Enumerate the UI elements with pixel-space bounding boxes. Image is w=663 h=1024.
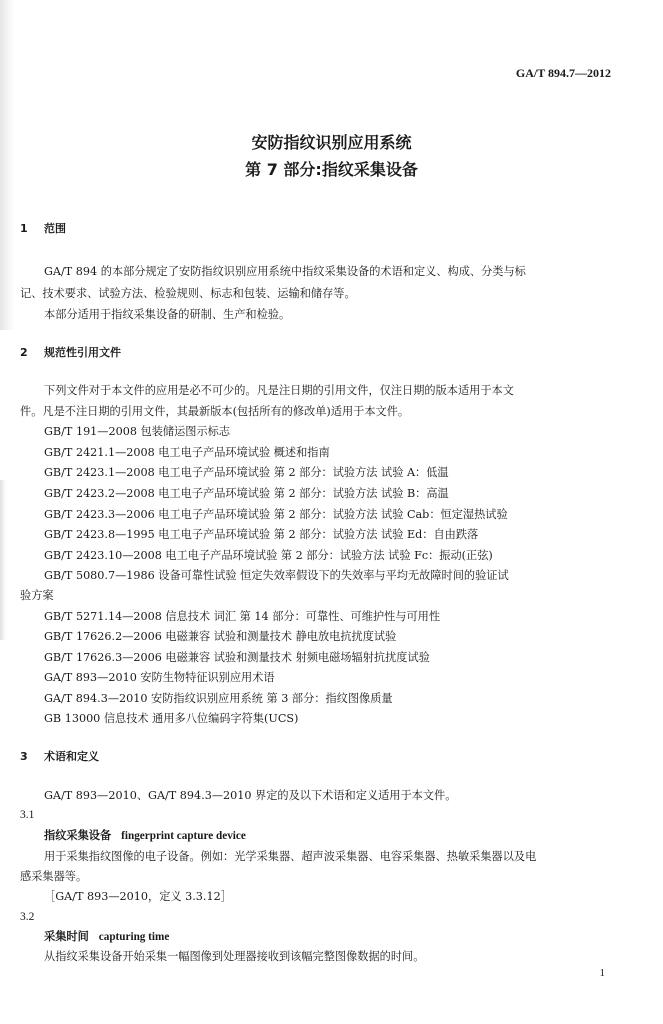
- section-heading: [20, 346, 121, 360]
- reference-item: GB/T 5271.14—2008 信息技术 词汇 第 14 部分：可靠性、可维护性与可用性: [44, 610, 441, 623]
- reference-item: GB/T 2423.8—1995 电工电子产品环境试验 第 2 部分：试验方法 试验 Ed：自由跌落: [44, 528, 479, 541]
- paragraph-line: 记、技术要求、试验方法、检验规则、标志和包装、运输和储存等。: [20, 287, 356, 300]
- paragraph-line: 件。凡是不注日期的引用文件，其最新版本(包括所有的修改单)适用于本文件。: [20, 405, 410, 418]
- reference-item: GB/T 2423.1—2008 电工电子产品环境试验 第 2 部分：试验方法 试验 A：低温: [44, 466, 449, 479]
- reference-item: GB 13000 信息技术 通用多八位编码字符集(UCS): [44, 712, 299, 725]
- section-number: 3: [20, 750, 28, 763]
- paragraph-line: GA/T 893—2010、GA/T 894.3—2010 界定的及以下术语和定义适用于本文件。: [44, 789, 457, 802]
- term-entry: [44, 829, 246, 843]
- reference-item: GB/T 2423.3—2006 电工电子产品环境试验 第 2 部分：试验方法 试验 Cab：恒定湿热试验: [44, 508, 508, 521]
- standard-code: GA/T 894.7—2012: [515, 66, 611, 80]
- term-english: fingerprint capture device: [121, 830, 246, 842]
- paragraph-line: GA/T 894 的本部分规定了安防指纹识别应用系统中指纹采集设备的术语和定义、构成、分类与标: [44, 265, 526, 278]
- section-number: 2: [20, 346, 28, 359]
- document-subtitle: 第 7 部分:指纹采集设备: [245, 160, 418, 179]
- section-title: 范围: [44, 222, 66, 235]
- reference-item: GB/T 2423.10—2008 电工电子产品环境试验 第 2 部分：试验方法 试验 Fc：振动(正弦): [44, 549, 493, 562]
- section-heading: [20, 750, 99, 764]
- document-title: 安防指纹识别应用系统: [251, 133, 412, 152]
- section-heading: [20, 222, 66, 236]
- clause-number: 3.1: [20, 809, 35, 821]
- reference-item: GB/T 5080.7—1986 设备可靠性试验 恒定失效率假设下的失效率与平均无故障时间的验证试: [44, 569, 509, 582]
- reference-item: GB/T 17626.2—2006 电磁兼容 试验和测量技术 静电放电抗扰度试验: [44, 630, 397, 643]
- term-chinese: 采集时间: [44, 930, 89, 943]
- reference-item-continuation: 验方案: [20, 589, 54, 602]
- reference-item: GA/T 894.3—2010 安防指纹识别应用系统 第 3 部分：指纹图像质量: [44, 692, 393, 705]
- reference-item: GB/T 2423.2—2008 电工电子产品环境试验 第 2 部分：试验方法 试验 B：高温: [44, 487, 449, 500]
- section-number: 1: [20, 222, 28, 235]
- scan-edge-shadow: [0, 480, 6, 640]
- definition-source: ［GA/T 893—2010，定义 3.3.12］: [44, 890, 232, 903]
- definition-line: 从指纹采集设备开始采集一幅图像到处理器接收到该幅完整图像数据的时间。: [44, 950, 425, 963]
- page-number: 1: [599, 967, 605, 979]
- reference-item: GB/T 191—2008 包装储运图示标志: [44, 425, 231, 438]
- reference-item: GB/T 2421.1—2008 电工电子产品环境试验 概述和指南: [44, 446, 330, 459]
- term-entry: [44, 930, 169, 944]
- term-chinese: 指纹采集设备: [44, 829, 112, 842]
- reference-item: GA/T 893—2010 安防生物特征识别应用术语: [44, 671, 275, 684]
- term-english: capturing time: [98, 931, 170, 943]
- section-title: 术语和定义: [44, 750, 99, 763]
- paragraph-line: 下列文件对于本文件的应用是必不可少的。凡是注日期的引用文件，仅注日期的版本适用于本文: [44, 384, 514, 397]
- definition-line: 感采集器等。: [20, 870, 88, 883]
- paragraph-line: 本部分适用于指纹采集设备的研制、生产和检验。: [44, 308, 291, 321]
- clause-number: 3.2: [20, 911, 35, 923]
- section-title: 规范性引用文件: [44, 346, 121, 359]
- reference-item: GB/T 17626.3—2006 电磁兼容 试验和测量技术 射频电磁场辐射抗扰度试验: [44, 651, 430, 664]
- definition-line: 用于采集指纹图像的电子设备。例如：光学采集器、超声波采集器、电容采集器、热敏采集器以及电: [44, 850, 537, 863]
